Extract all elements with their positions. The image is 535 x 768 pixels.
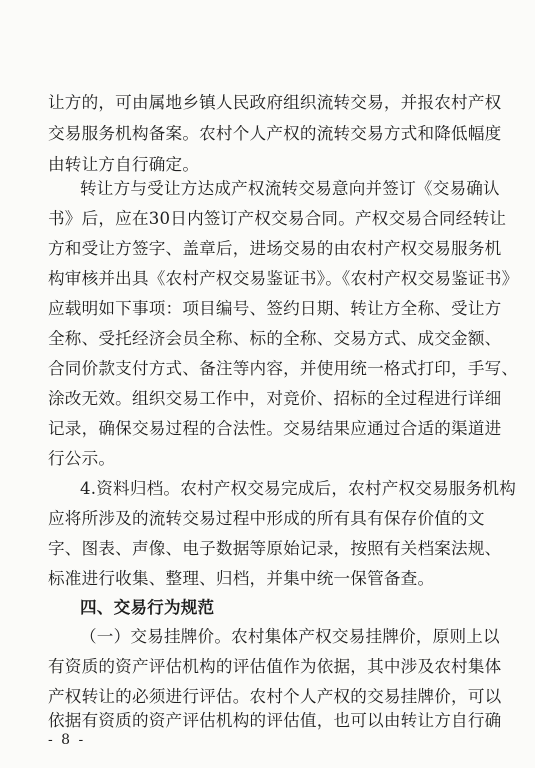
paragraph-2-line: 涂改无效。组织交易工作中，对竞价、招标的全过程进行详细 xyxy=(48,389,502,408)
paragraph-2-line: 书》后，应在30日内签订产权交易合同。产权交易合同经转让 xyxy=(48,209,507,228)
paragraph-2-line: 合同价款支付方式、备注等内容，并使用统一格式打印，手写、 xyxy=(48,359,519,378)
paragraph-3-line: 4.资料归档。农村产权交易完成后，农村产权交易服务机构 xyxy=(80,479,517,498)
paragraph-2-line: 记录，确保交易过程的合法性。交易结果应通过合适的渠道进 xyxy=(48,419,502,438)
paragraph-1-line: 交易服务机构备案。农村个人产权的流转交易方式和降低幅度 xyxy=(48,124,502,143)
paragraph-1-line: 由转让方自行确定。 xyxy=(48,155,200,174)
paragraph-3-line: 标准进行收集、整理、归档，并集中统一保管备查。 xyxy=(48,569,435,588)
paragraph-4-line: 产权转让的必须进行评估。农村个人产权的交易挂牌价，可以 xyxy=(48,687,502,706)
paragraph-1-line: 让方的，可由属地乡镇人民政府组织流转交易，并报农村产权 xyxy=(48,93,502,112)
paragraph-2-line: 转让方与受让方达成产权流转交易意向并签订《交易确认 xyxy=(80,179,500,198)
paragraph-2-line: 行公示。 xyxy=(48,449,116,468)
paragraph-4-line: （一）交易挂牌价。农村集体产权交易挂牌价，原则上以 xyxy=(80,627,500,646)
page-number: - 8 - xyxy=(48,732,86,748)
paragraph-3-line: 应将所涉及的流转交易过程中形成的所有具有保存价值的文 xyxy=(48,509,485,528)
paragraph-2-line: 构审核并出具《农村产权交易鉴证书》。《农村产权交易鉴证书》 xyxy=(48,269,519,288)
paragraph-2-line: 应载明如下事项：项目编号、签约日期、转让方全称、受让方 xyxy=(48,299,502,318)
section-heading: 四、交易行为规范 xyxy=(80,598,215,617)
paragraph-4-line: 依据有资质的资产评估机构的评估值，也可以由转让方自行确 xyxy=(48,711,502,730)
paragraph-4-line: 有资质的资产评估机构的评估值作为依据，其中涉及农村集体 xyxy=(48,657,502,676)
paragraph-3-line: 字、图表、声像、电子数据等原始记录，按照有关档案法规、 xyxy=(48,539,502,558)
paragraph-2-line: 方和受让方签字、盖章后，进场交易的由农村产权交易服务机 xyxy=(48,239,502,258)
paragraph-2-line: 全称、受托经济会员全称、标的全称、交易方式、成交金额、 xyxy=(48,329,502,348)
